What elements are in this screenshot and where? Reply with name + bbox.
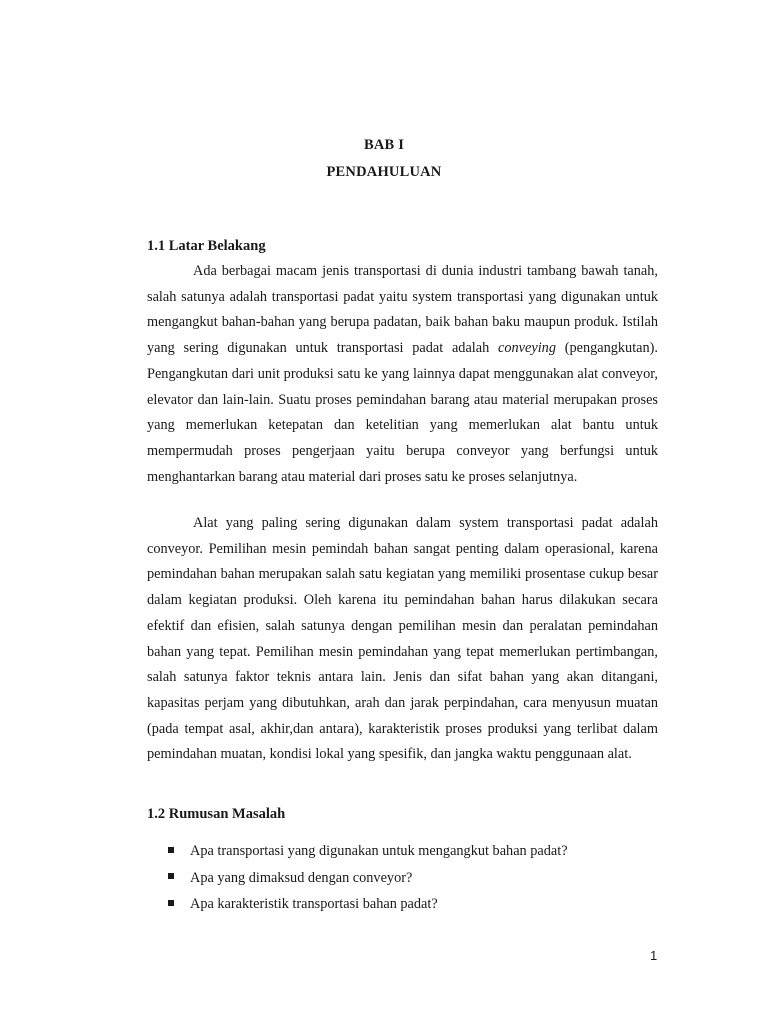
chapter-number: BAB I [363,137,405,153]
square-bullet-icon [168,873,174,879]
paragraph-2-text: Alat yang paling sering digunakan dalam system transportasi padat adalah conveyor. Pemilihan mesin pemindah bahan sangat penting dalam operasional, karena pemindahan bahan merupakan salah satu kegiatan yang memiliki prosentase cukup besar dalam kegiatan produksi. Oleh karena itu pemindahan bahan harus dilakukan secara efektif dan efisien, salah satunya dengan pemilihan mesin dan peralatan pemindahan bahan yang tepat. Pemilihan mesin pemindahan yang tepat memerlukan pertimbangan, salah satunya faktor teknis antara lain. Jenis dan sifat bahan yang akan ditangani, kapasitas perjam yang dibutuhkan, arah dan jarak perpindahan, cara menyusun muatan (pada tempat asal, akhir,dan antara), karakteristik proses produksi yang terlibat dalam pemindahan muatan, kondisi lokal yang spesifik, dan jangka waktu penggunaan alat. [147,515,658,763]
section-heading-rumusan-masalah: 1.2 Rumusan Masalah [147,806,286,822]
paragraph-1 [147,259,658,490]
page-number: 1 [650,948,658,963]
square-bullet-icon [168,847,174,853]
problem-list [168,840,568,920]
paragraph-1-text-a: Ada berbagai macam jenis transportasi di dunia industri tambang bawah tanah, salah satunya adalah transportasi padat yaitu system transportasi yang digunakan untuk mengangkut bahan-bahan yang berupa padatan, baik bahan baku maupun produk. Istilah yang sering digunakan untuk transportasi padat adalah [147,263,658,357]
list-item [168,893,568,920]
list-item [168,867,568,894]
list-item [168,840,568,867]
list-item-text: Apa karakteristik transportasi bahan padat? [190,896,438,912]
list-item-text: Apa yang dimaksud dengan conveyor? [190,869,413,886]
paragraph-2 [147,511,658,768]
chapter-title: PENDAHULUAN [326,164,442,180]
paragraph-1-text-b: (pengangkutan). Pengangkutan dari unit produksi satu ke yang lainnya dapat menggunakan alat conveyor, elevator dan lain-lain. Suatu proses pemindahan barang atau material merupakan proses yang memerlukan ketepatan dan ketelitian yang memerlukan alat bantu untuk mempermudah proses pengerjaan yaitu berupa conveyor yang berfungsi untuk menghantarkan barang atau material dari proses satu ke proses selanjutnya. [147,340,659,485]
section-heading-latar-belakang: 1.1 Latar Belakang [147,238,266,254]
list-item-text: Apa transportasi yang digunakan untuk mengangkut bahan padat? [190,843,568,859]
paragraph-1-italic-term: conveying [498,340,556,357]
square-bullet-icon [168,900,174,906]
